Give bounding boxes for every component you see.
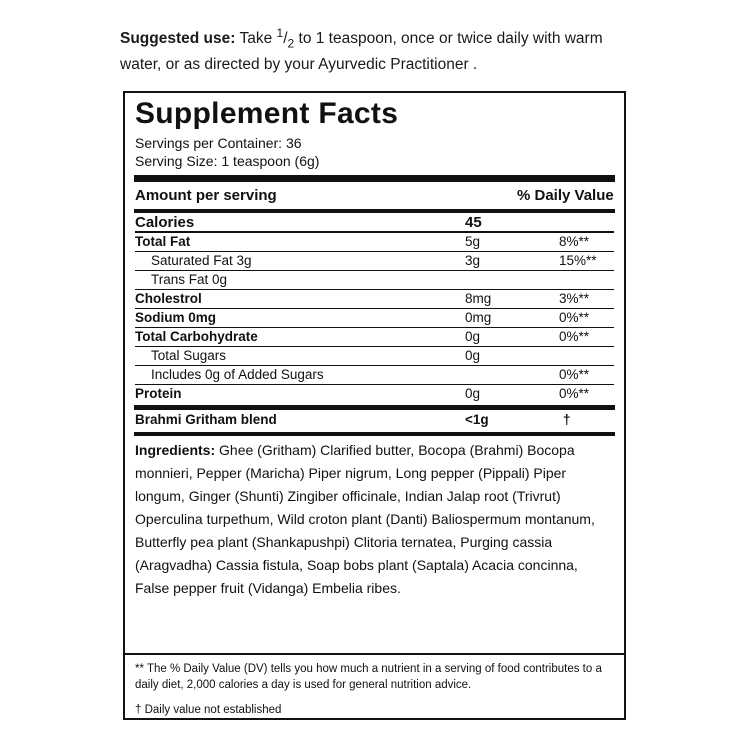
row-daily-value: 0%** (559, 386, 590, 401)
header-daily-value: % Daily Value (517, 187, 614, 204)
row-label: Saturated Fat 3g (151, 253, 252, 268)
row-daily-value: 0%** (559, 310, 590, 325)
thin-rule (125, 653, 624, 655)
row-label: Calories (135, 214, 195, 231)
row-label: Total Sugars (151, 348, 227, 363)
table-row (135, 290, 614, 309)
suggested-use-text: Take (239, 30, 277, 48)
table-row (135, 347, 614, 366)
serving-size: Serving Size: 1 teaspoon (6g) (135, 153, 320, 169)
medium-rule (134, 432, 615, 436)
servings-per-container: Servings per Container: 36 (135, 135, 302, 151)
thick-rule (134, 175, 615, 182)
dagger-footnote: † Daily value not established (135, 704, 282, 716)
row-label: Trans Fat 0g (151, 272, 228, 287)
table-row (135, 411, 614, 431)
table-row (135, 385, 614, 404)
ingredients (135, 439, 615, 600)
medium-rule (134, 405, 615, 410)
row-amount: 3g (465, 253, 481, 268)
table-row (135, 328, 614, 347)
row-label: Includes 0g of Added Sugars (151, 367, 324, 382)
row-label: Cholestrol (135, 291, 202, 306)
row-label: Total Carbohydrate (135, 329, 258, 344)
row-amount: 5g (465, 234, 481, 249)
table-row (135, 213, 614, 233)
table-row (135, 252, 614, 271)
fraction-numerator: 1 (276, 26, 284, 40)
suggested-use-text-rest: to 1 teaspoon, once or twice daily with warm water, or as directed by your Ayurvedic Practitioner . (120, 30, 603, 74)
row-daily-value: 0%** (559, 329, 590, 344)
row-amount: <1g (465, 412, 489, 427)
header-amount: Amount per serving (135, 187, 277, 204)
row-amount: 0g (465, 348, 481, 363)
ingredients-label: Ingredients: (135, 442, 216, 458)
table-row (135, 271, 614, 290)
row-label: Brahmi Gritham blend (135, 412, 277, 427)
fraction-denominator: 2 (287, 36, 295, 51)
supplement-facts-panel (123, 91, 626, 720)
table-row (135, 366, 614, 385)
table-row (135, 233, 614, 252)
row-label: Total Fat (135, 234, 191, 249)
row-daily-value: 3%** (559, 291, 590, 306)
suggested-use: Suggested use: Take $^1/_2$ to 1 teaspoon, once or twice daily with warm water, or as directed by your Ayurvedic Practitioner . (120, 26, 603, 74)
row-label: Sodium 0mg (135, 310, 217, 325)
row-daily-value: † (563, 412, 571, 427)
row-daily-value: 15%** (559, 253, 597, 268)
row-daily-value: 8%** (559, 234, 590, 249)
daily-value-footnote: ** The % Daily Value (DV) tells you how much a nutrient in a serving of food contributes to a daily diet, 2,000 calories a day is used for general nutrition advice. (135, 663, 602, 691)
row-label: Protein (135, 386, 182, 401)
panel-title: Supplement Facts (135, 97, 399, 130)
row-daily-value: 0%** (559, 367, 590, 382)
row-amount: 45 (465, 214, 482, 231)
row-amount: 0mg (465, 310, 492, 325)
ingredients-text: Ghee (Gritham) Clarified butter, Bocopa (Brahmi) Bocopa monnieri, Pepper (Maricha) Piper nigrum, Long pepper (Pippali) Piper longum, Ginger (Shunti) Zingiber officinale, Indian Jalap root (Trivrut) Operculina turpethum, Wild croton plant (Danti) Baliospermum montanum, Butterfly pea plant (Shankapushpi) Clitoria ternatea, Purging cassia (Aragvadha) Cassia fistula, Soap bobs plant (Saptala) Acacia concinna, False pepper fruit (Vidanga) Embelia ribes. (135, 442, 595, 596)
suggested-use-label: Suggested use: (120, 30, 236, 48)
row-amount: 0g (465, 329, 481, 344)
row-amount: 0g (465, 386, 481, 401)
row-amount: 8mg (465, 291, 492, 306)
table-row (135, 309, 614, 328)
